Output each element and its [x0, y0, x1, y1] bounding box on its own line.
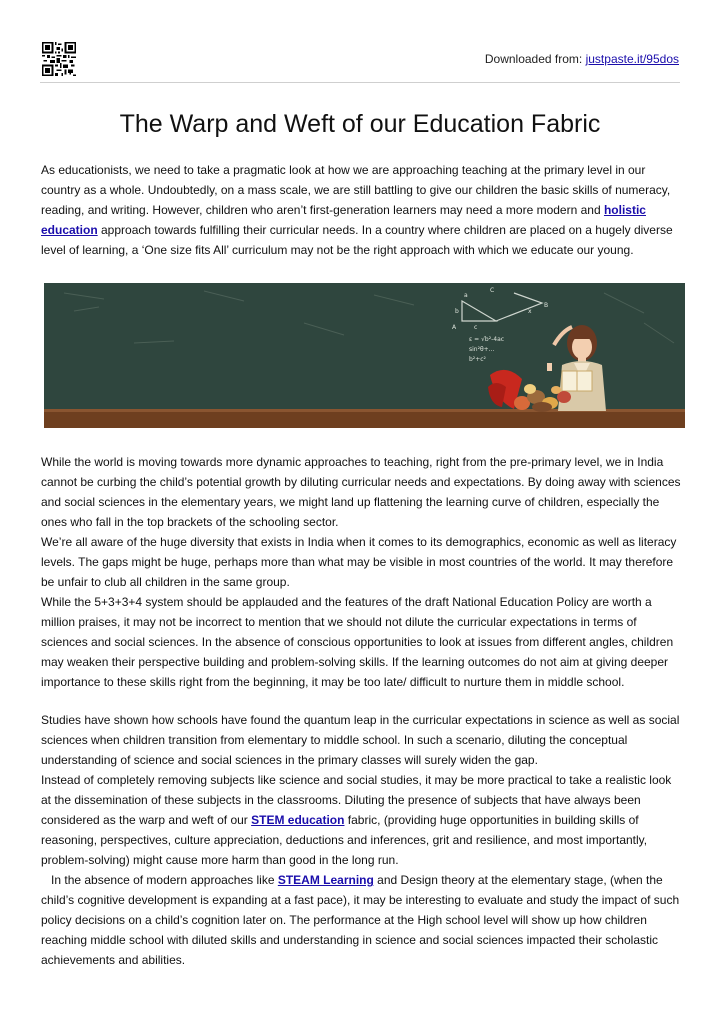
download-label: Downloaded from:	[484, 52, 583, 66]
body-paragraph-3: While the 5+3+3+4 system should be applauded and the features of the draft National Education Policy are worth a million praises, it may not be incorrect to mention that we should not dilute the curricular expectations in terms of sciences and social sciences. In the absence of conscious opportunities to look at issues from different angles, children may weaken their perspective building and problem-solving skills. If the learning outcomes do not aim at giving deeper importance to these skills right from the beginning, it may be too late/ difficult to nurture them in middle school.	[41, 595, 674, 689]
body-paragraph-4: Studies have shown how schools have found the quantum leap in the curricular expectations in science as well as social sciences when children transition from elementary to middle school. In such a scenario, diluting the conceptual understanding of science and social sciences in the primary classes will surely widen the gap.	[41, 713, 680, 767]
board-label-x: x	[528, 308, 532, 315]
board-label-c: c	[474, 324, 478, 331]
board-label-cap-c: C	[490, 287, 495, 294]
header-divider	[40, 82, 680, 83]
download-source	[485, 52, 679, 66]
steam-learning-link[interactable]: STEAM Learning	[277, 873, 374, 887]
body-paragraph-5: Instead of completely removing subjects like science and social studies, it may be more practical to take a realistic look at the dissemination of these subjects in the classrooms. Diluting the presence of subjects that have always been considered as the warp and weft of our STEM education fabric, (providing huge opportunities in building skills of reasoning, perspectives, culture appreciation, deductions and inferences, grit and resilience, and most importantly, problem-solving) might cause more harm than good in the long run.	[41, 773, 672, 867]
intro-paragraph: As educationists, we need to take a pragmatic look at how we are approaching teaching at the primary level in our country as a whole. Undoubtedly, on a mass scale, we are still battling to give our children the basic skills of numeracy, reading, and writing. However, children who aren’t first-generation learners may need a more modern and holistic education approach towards fulfilling their curricular needs. In a country where children are placed on a hugely diverse level of learning, a ‘One size fits All’ curriculum may not be the right approach with which we educate our young.	[41, 163, 673, 257]
board-label-b: b	[455, 308, 459, 315]
board-label-a: a	[464, 292, 468, 299]
body-paragraph-1: While the world is moving towards more dynamic approaches to teaching, right from the pre-primary level, we in India cannot be curbing the child’s potential growth by diluting curricular needs and expectations. By doing away with sciences and social sciences in the elementary years, we might land up flattening the learning curve of children, especially the ones who fall in the top brackets of the schooling sector.	[41, 455, 681, 529]
holistic-education-link[interactable]: holistic education	[41, 203, 646, 237]
body-paragraph-6: In the absence of modern approaches like STEAM Learning and Design theory at the elementary stage, (when the child’s cognitive development is expanding at a fast pace), it may be interesting to evaluate and study the impact of such policy decisions on a child’s cognition later on. The performance at the High school level will show up how children reaching middle school with diluted skills and understanding in science and social sciences impacted their scholastic achievements and abilities.	[41, 873, 680, 967]
board-label-cap-a: A	[452, 324, 457, 331]
board-formula-1: ε = √b²-4ac	[469, 336, 505, 343]
body-paragraph-2: We’re all aware of the huge diversity that exists in India when it comes to its demographics, economic as well as literacy levels. The gaps might be huge, perhaps more than what may be visible in most countries of the world. It may therefore be unfair to club all children in the same group.	[41, 535, 677, 589]
qr-code-icon	[42, 42, 76, 76]
teacher-illustration	[44, 283, 685, 428]
board-label-cap-b: B	[544, 302, 549, 309]
source-link[interactable]: justpaste.it/95dos	[585, 52, 679, 66]
page-title: The Warp and Weft of our Education Fabric	[119, 110, 601, 138]
stem-education-link[interactable]: STEM education	[251, 813, 345, 827]
board-formula-3: b²+c²	[469, 356, 486, 363]
board-formula-2: sin²θ+...	[469, 346, 495, 353]
